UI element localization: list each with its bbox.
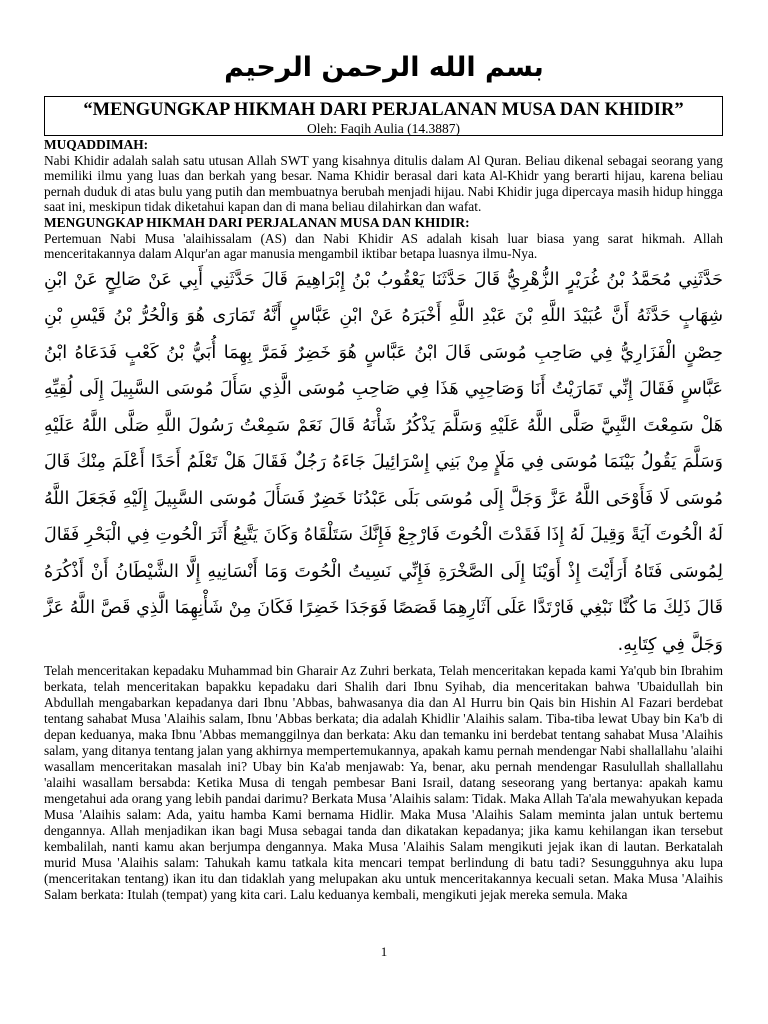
page-number: 1 bbox=[380, 944, 388, 959]
content-section bbox=[44, 137, 723, 663]
section-heading: MENGUNGKAP HIKMAH DARI PERJALANAN MUSA DAN KHIDIR: bbox=[44, 214, 470, 230]
document-title: “MENGUNGKAP HIKMAH DARI PERJALANAN MUSA DAN KHIDIR” bbox=[83, 100, 684, 120]
translation-section bbox=[44, 663, 723, 903]
muqaddimah-paragraph: Nabi Khidir adalah salah satu utusan Allah SWT yang kisahnya ditulis dalam Al Quran. Beliau dikenal sebagai seorang yang memiliki ilmu yang luas dan berkah yang besar. Nama Khidir berasal dari kata Al-Khidr yang berarti hijau, karena beliau pernah duduk di atas bulu yang putih dan membuatnya berubah menjadi hijau. Nabi Khidir juga dipercaya masih hidup hingga saat ini, meskipun tidak diketahui kapan dan di mana beliau dilahirkan dan wafat. bbox=[44, 152, 723, 215]
section-intro-paragraph: Pertemuan Nabi Musa 'alaihissalam (AS) dan Nabi Khidir AS adalah kisah luar biasa yang sarat hikmah. Allah menceritakannya dalam Alqur'an agar manusia mengambil iktibar betapa luasnya ilmu-Nya. bbox=[44, 230, 723, 262]
author-line: Oleh: Faqih Aulia (14.3887) bbox=[307, 121, 460, 136]
bismillah-heading: بسم الله الرحمن الرحيم bbox=[224, 52, 544, 83]
title-box bbox=[44, 96, 723, 136]
muqaddimah-heading: MUQADDIMAH: bbox=[44, 137, 149, 152]
arabic-hadith-text: حَدَّثَنِي مُحَمَّدُ بْنُ غُرَيْرٍ الزُّهْرِيُّ قَالَ حَدَّثَنَا يَعْقُوبُ بْنُ إِبْرَاهِيمَ قَالَ حَدَّثَنِي أَبِي عَنْ صَالِحٍ عَنْ ابْنِ شِهَابٍ حَدَّثَهُ أَنَّ عُبَيْدَ اللَّهِ بْنَ عَبْدِ اللَّهِ أَخْبَرَهُ عَنْ ابْنِ عَبَّاسٍ أَنَّهُ تَمَارَى هُوَ وَالْحُرُّ بْنُ قَيْسِ بْنِ حِصْنٍ الْفَزَارِيُّ فِي صَاحِبِ مُوسَى قَالَ ابْنُ عَبَّاسٍ هُوَ خَضِرٌ فَمَرَّ بِهِمَا أُبَيُّ بْنُ كَعْبٍ فَدَعَاهُ ابْنُ عَبَّاسٍ فَقَالَ إِنِّي تَمَارَيْتُ أَنَا وَصَاحِبِي هَذَا فِي صَاحِبِ مُوسَى الَّذِي سَأَلَ مُوسَى السَّبِيلَ إِلَى لُقِيِّهِ هَلْ سَمِعْتَ النَّبِيَّ صَلَّى اللَّهُ عَلَيْهِ وَسَلَّمَ يَذْكُرُ شَأْنَهُ قَالَ نَعَمْ سَمِعْتُ رَسُولَ اللَّهِ صَلَّى اللَّهُ عَلَيْهِ وَسَلَّمَ يَقُولُ بَيْنَمَا مُوسَى فِي مَلَإٍ مِنْ بَنِي إِسْرَائِيلَ جَاءَهُ رَجُلٌ فَقَالَ هَلْ تَعْلَمُ أَحَدًا أَعْلَمَ مِنْكَ قَالَ مُوسَى لَا فَأَوْحَى اللَّهُ عَزَّ وَجَلَّ إِلَى مُوسَى بَلَى عَبْدُنَا خَضِرٌ فَسَأَلَ مُوسَى السَّبِيلَ إِلَيْهِ فَجَعَلَ اللَّهُ لَهُ الْحُوتَ آيَةً وَقِيلَ لَهُ إِذَا فَقَدْتَ الْحُوتَ فَارْجِعْ فَإِنَّكَ سَتَلْقَاهُ وَكَانَ يَتَّبِعُ أَثَرَ الْحُوتِ فِي الْبَحْرِ فَقَالَ لِمُوسَى فَتَاهُ أَرَأَيْتَ إِذْ أَوَيْنَا إِلَى الصَّخْرَةِ فَإِنِّي نَسِيتُ الْحُوتَ وَمَا أَنْسَانِيهِ إِلَّا الشَّيْطَانُ أَنْ أَذْكُرَهُ قَالَ ذَلِكَ مَا كُنَّا نَبْغِي فَارْتَدَّا عَلَى آثَارِهِمَا قَصَصًا فَوَجَدَا خَضِرًا فَكَانَ مِنْ شَأْنِهِمَا الَّذِي قَصَّ اللَّهُ عَزَّ وَجَلَّ فِي كِتَابِهِ. bbox=[44, 269, 723, 655]
translation-paragraph: Telah menceritakan kepadaku Muhammad bin Gharair Az Zuhri berkata, Telah menceritakan kepada kami Ya'qub bin Ibrahim berkata, telah menceritakan bapakku kepadaku dari Shalih dari Ibnu Syihab, dia menceritakan bahwa 'Ubaidullah bin Abdullah mengabarkan kepadanya dari Ibnu 'Abbas, bahwasanya dia dan Al Hurru bin Qais bin Hishin Al Fazari berdebat tentang sahabat Musa 'Alaihis salam, Ibnu 'Abbas berkata; dia adalah Khidlir 'Alaihis salam. Tiba-tiba lewat Ubay bin Ka'b di depan keduanya, maka Ibnu 'Abbas memanggilnya dan berkata: Aku dan temanku ini berdebat tentang sahabat Musa 'Alaihis salam, yang ditanya tentang jalan yang akhirnya mempertemukannya, apakah kamu pernah mendengar Nabi shallallahu 'alaihi wasallam menceritakan masalah ini? Ubay bin Ka'ab menjawab: Ya, benar, aku pernah mendengar Rasulullah shallallahu 'alaihi wasallam bersabda: Ketika Musa di tengah pembesar Bani Israil, datang seseorang yang bertanya: apakah kamu mengetahui ada orang yang lebih pandai darimu? Berkata Musa 'Alaihis salam: Tidak. Maka Allah Ta'ala mewahyukan kepada Musa 'Alaihis salam: Ada, yaitu hamba Kami bernama Hidlir. Maka Musa 'Alaihis Salam meminta jalan untuk bertemu dengannya. Allah menjadikan ikan bagi Musa sebagai tanda dan dikatakan kepadanya; jika kamu kehilangan ikan tersebut kembalilah, nanti kamu akan berjumpa dengannya. Maka Musa 'Alaihis Salam mengikuti jejak ikan di lautan. Berkatalah murid Musa 'Alaihis salam: Tahukah kamu tatkala kita mencari tempat berlindung di batu tadi? Sesungguhnya aku lupa (menceritakan tentang) ikan itu dan tidaklah yang melupakan aku untuk menceritakannya kecuali setan. Maka Musa 'Alaihis Salam berkata: Itulah (tempat) yang kita cari. Lalu keduanya kembali, mengikuti jejak mereka semula. Maka bbox=[44, 663, 723, 902]
